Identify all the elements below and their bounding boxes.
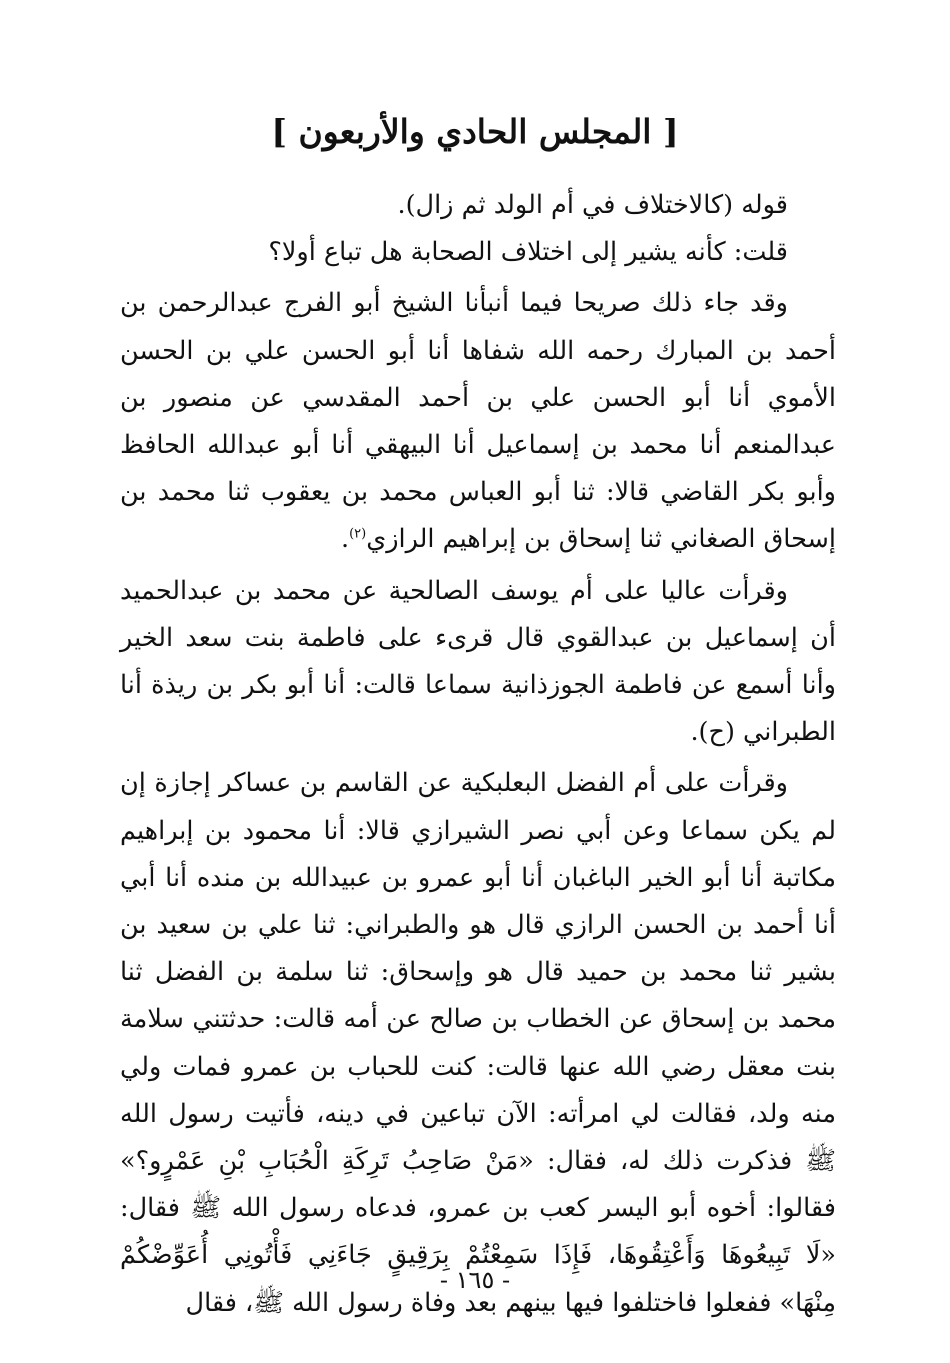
paragraph-5: وقرأت على أم الفضل البعلبكية عن القاسم بن عساكر إجازة إن لم يكن سماعا وعن أبي نصر الشيرازي قالا: أنا محمود بن إبراهيم مكاتبة أنا أبو الخير الباغبان أنا أبو عمرو بن عبيدالله بن منده أنا أبي أنا أحمد بن الحسن الرازي قال هو والطبراني: ثنا علي بن سعيد بن بشير ثنا محمد بن حميد قال هو وإسحاق: ثنا سلمة بن الفضل ثنا محمد بن إسحاق عن الخطاب بن صالح عن أمه قالت: حدثتني سلامة بنت معقل رضي الله عنها قالت: كنت للحباب بن عمرو فمات ولي منه ولد، فقالت لي امرأته: الآن تباعين في دينه، فأتيت رسول الله ﷺ فذكرت ذلك له، فقال: «مَنْ صَاحِبُ تَرِكَةِ الْحُبَابِ بْنِ عَمْرٍو؟» فقالوا: أخوه أبو اليسر كعب بن عمرو، فدعاه رسول الله ﷺ فقال: «لَا تَبِيعُوهَا وَأَعْتِقُوهَا، فَإِذَا سَمِعْتُمْ بِرَقِيقٍ جَاءَنِي فَأْتُونِي أُعَوِّضْكُمْ مِنْهَا» ففعلوا فاختلفوا فيها بينهم بعد وفاة رسول الله ﷺ، فقال — [120, 768, 836, 1318]
paragraph-1: قوله (كالاختلاف في أم الولد ثم زال). — [397, 190, 788, 220]
paragraph-3-text: وقد جاء ذلك صريحا فيما أنبأنا الشيخ أبو الفرج عبدالرحمن بن أحمد بن المبارك رحمه الله شفاها أنا أبو الحسن علي بن الحسن الأموي أنا أبو الحسن علي بن أحمد المقدسي عن منصور بن عبدالمنعم أنا محمد بن إسماعيل أنا البيهقي أنا أبو عبدالله الحافظ وأبو بكر القاضي قالا: ثنا أبو العباس محمد بن يعقوب ثنا محمد بن إسحاق الصغاني ثنا إسحاق بن إبراهيم الرازي — [120, 288, 836, 555]
chapter-title: [ المجلس الحادي والأربعون ] — [271, 112, 679, 151]
paragraph-3-end: . — [340, 524, 350, 555]
body-text — [120, 182, 836, 1327]
paragraph-3 — [120, 280, 836, 563]
footnote-marker: (٢) — [349, 526, 367, 542]
paragraph-2: قلت: كأنه يشير إلى اختلاف الصحابة هل تباع أولا؟ — [268, 237, 788, 268]
page-number: - ١٦٥ - — [439, 1266, 511, 1294]
paragraph-4: وقرأت عاليا على أم يوسف الصالحية عن محمد بن عبدالحميد أن إسماعيل بن عبدالقوي قال قرىء على فاطمة بنت سعد الخير وأنا أسمع عن فاطمة الجوزذانية سماعا قالت: أنا أبو بكر بن ريذة أنا الطبراني (ح). — [120, 575, 836, 748]
